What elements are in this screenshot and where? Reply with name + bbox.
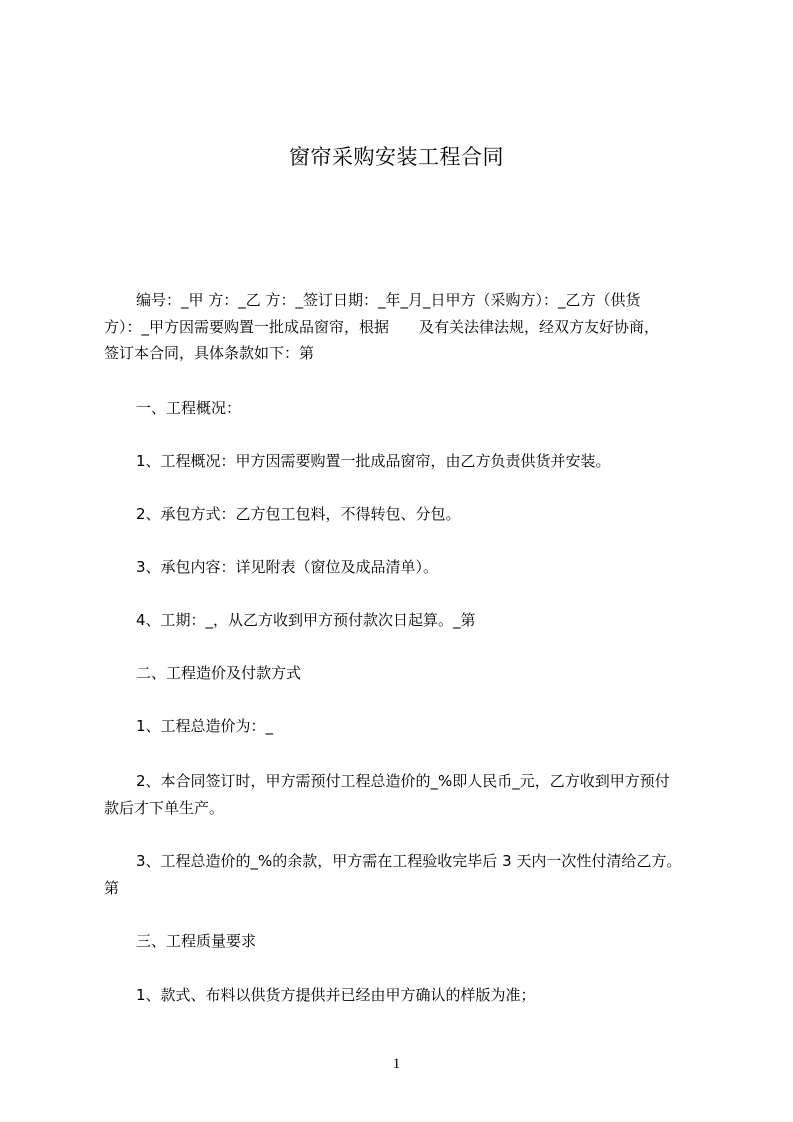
price-item-1: 1、工程总造价为：_ [136,717,274,735]
section-heading-quality: 三、工程质量要求 [136,932,257,950]
quality-item-1: 1、款式、布料以供货方提供并已经由甲方确认的样版为准； [136,986,536,1004]
overview-item-4: 4、工期：_，从乙方收到甲方预付款次日起算。_第 [136,611,476,629]
price-item-2-line-2: 款后才下单生产。 [104,798,225,817]
intro-line-1: 编号：_甲 方：_乙 方：_签订日期：_年_月_日甲方（采购方）：_乙方（供货 [136,291,641,309]
price-item-2-line-1: 2、本合同签订时，甲方需预付工程总造价的_%即人民币_元，乙方收到甲方预付 [136,772,670,790]
document-title: 窗帘采购安装工程合同 [289,145,504,169]
price-item-3 [104,848,702,901]
section-heading-price-payment: 二、工程造价及付款方式 [136,664,302,682]
overview-item-1: 1、工程概况：甲方因需要购置一批成品窗帘，由乙方负责供货并安装。 [136,452,611,470]
overview-item-2: 2、承包方式：乙方包工包料，不得转包、分包。 [136,505,461,523]
price-item-3-line-1: 3、工程总造价的_%的余款，甲方需在工程验收完毕后 3 天内一次性付清给乙方。 [136,852,682,870]
price-item-3-line-2: 第 [104,878,120,897]
overview-item-3: 3、承包内容：详见附表（窗位及成品清单）。 [136,558,439,576]
page-number: 1 [392,1056,401,1072]
section-heading-overview: 一、工程概况： [136,399,242,417]
intro-line-3: 签订本合同，具体条款如下：第 [104,344,315,362]
price-item-2 [104,768,702,821]
intro-line-2: 方）：_甲方因需要购置一批成品窗帘，根据 及有关法律法规，经双方友好协商， [104,317,660,336]
intro-paragraph [104,287,702,367]
